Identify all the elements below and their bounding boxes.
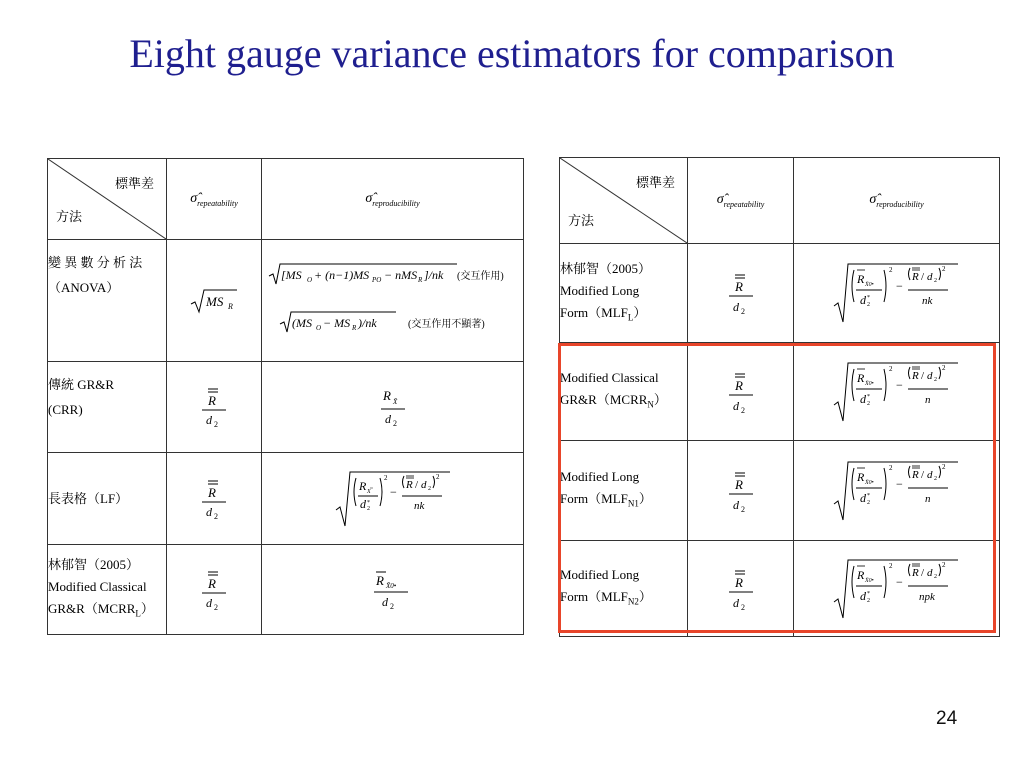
svg-text:R: R	[856, 567, 864, 582]
header-std-dev: 標準差	[635, 175, 675, 190]
svg-text:R: R	[382, 388, 391, 403]
header-std-dev: 標準差	[114, 176, 154, 191]
svg-text:X̿: X̿	[366, 488, 371, 495]
header-repeatability: $\sigmâ_{repeatability}$	[688, 158, 794, 244]
reproducibility-mlf-n2	[794, 541, 1000, 637]
rbar-over-d2-formula	[721, 465, 761, 517]
svg-text:R: R	[405, 478, 413, 491]
corner-header-cell	[560, 158, 688, 244]
reproducibility-mlf-l	[794, 244, 1000, 343]
svg-text:2: 2	[740, 504, 745, 514]
svg-text:npk: npk	[918, 590, 935, 603]
svg-text:PO: PO	[371, 275, 381, 284]
svg-text:(交互作用不顯著): (交互作用不顯著)	[407, 318, 485, 330]
header-row	[48, 159, 524, 240]
svg-text:d: d	[206, 413, 212, 427]
svg-text:R: R	[911, 271, 919, 283]
svg-text:R: R	[734, 279, 743, 294]
svg-text:2: 2	[933, 573, 937, 580]
svg-text:d: d	[420, 478, 426, 491]
svg-text:O: O	[315, 323, 321, 332]
svg-text:nk: nk	[413, 499, 424, 512]
rbar-over-d2-formula	[194, 383, 234, 431]
svg-text:[MS: [MS	[280, 267, 302, 282]
svg-text:d: d	[859, 391, 866, 406]
svg-text:d: d	[859, 293, 866, 307]
reproducibility-mcrr-l	[262, 545, 524, 635]
svg-text:d: d	[732, 497, 739, 512]
rbar-over-d2-formula	[721, 267, 761, 319]
repeatability-lf	[167, 453, 262, 545]
diagonal-divider	[560, 158, 687, 243]
svg-text:)/nk: )/nk	[357, 315, 377, 330]
row-mlf-l	[560, 244, 1000, 343]
sqrt-ms-r-formula	[189, 286, 239, 316]
lf-reproducibility-formula	[334, 468, 452, 530]
svg-text:X̄0•: X̄0•	[385, 581, 396, 590]
header-method: 方法	[56, 209, 83, 224]
corner-header-cell	[48, 159, 167, 240]
repeatability-mcrr-l	[167, 545, 262, 635]
row-crr	[48, 362, 524, 453]
svg-text:X̄0•: X̄0•	[864, 479, 874, 486]
svg-text:nk: nk	[921, 295, 932, 307]
slide-title: Eight gauge variance estimators for comparison	[129, 31, 895, 76]
diagonal-divider	[48, 159, 166, 239]
svg-text:R: R	[208, 484, 216, 500]
svg-text:X̄0•: X̄0•	[864, 577, 874, 584]
svg-text:R: R	[911, 468, 919, 481]
svg-text:− nMS: − nMS	[383, 267, 417, 282]
row-mcrr-n	[560, 343, 1000, 441]
svg-text:R: R	[417, 275, 422, 284]
svg-text:d: d	[381, 594, 388, 609]
svg-text:O: O	[306, 275, 312, 284]
header-method: 方法	[568, 213, 595, 228]
svg-text:2: 2	[933, 376, 937, 383]
svg-text:d: d	[859, 588, 866, 603]
mlf-l-reproducibility-formula	[832, 260, 962, 326]
svg-text:n: n	[924, 492, 930, 505]
rbar-over-d2-formula	[721, 366, 761, 418]
svg-text:R: R	[856, 370, 864, 385]
mlf-n2-reproducibility-formula	[832, 556, 962, 622]
svg-text:*: *	[366, 499, 370, 506]
svg-text:R: R	[856, 272, 864, 286]
svg-text:2: 2	[888, 463, 892, 472]
svg-text:(交互作用): (交互作用)	[456, 270, 504, 282]
svg-text:d: d	[926, 271, 932, 283]
svg-text:2: 2	[740, 307, 745, 316]
repeatability-mlf-l	[688, 244, 794, 343]
row-mlf-n1	[560, 441, 1000, 541]
svg-text:+ (n−1)MS: + (n−1)MS	[313, 267, 369, 282]
row-mcrr-l	[48, 545, 524, 635]
svg-text:2: 2	[866, 499, 870, 506]
svg-text:/: /	[920, 271, 924, 283]
svg-text:d: d	[926, 468, 932, 481]
header-row	[560, 158, 1000, 244]
anova-interaction-formula	[267, 262, 519, 288]
r-xbar-over-d2-formula	[373, 383, 413, 431]
svg-text:−: −	[389, 484, 397, 499]
svg-text:(MS: (MS	[291, 315, 312, 330]
svg-text:−: −	[895, 279, 903, 293]
reproducibility-mlf-n1	[794, 441, 1000, 541]
svg-text:2: 2	[888, 561, 892, 570]
svg-text:R: R	[358, 478, 366, 493]
svg-text:/: /	[920, 369, 924, 382]
svg-text:/: /	[920, 468, 924, 481]
row-mlf-n2	[560, 541, 1000, 637]
svg-text:R: R	[208, 575, 216, 591]
svg-text:2: 2	[888, 266, 892, 274]
right-estimator-table	[559, 157, 1000, 637]
svg-text:−: −	[895, 377, 903, 392]
svg-text:R: R	[856, 469, 864, 484]
svg-text:2: 2	[383, 473, 387, 482]
svg-text:2: 2	[740, 602, 745, 612]
svg-text:X̄0•: X̄0•	[864, 282, 874, 288]
repeatability-crr	[167, 362, 262, 453]
svg-text:R: R	[734, 476, 743, 492]
svg-text:*: *	[866, 590, 870, 597]
svg-text:2: 2	[392, 419, 397, 428]
svg-text:d: d	[732, 595, 739, 610]
svg-text:d: d	[859, 490, 866, 505]
svg-text:R: R	[911, 369, 919, 382]
svg-text:d: d	[926, 566, 932, 579]
svg-text:2: 2	[933, 278, 937, 284]
svg-text:R: R	[351, 323, 356, 332]
svg-text:2: 2	[214, 420, 218, 429]
svg-text:2: 2	[366, 505, 370, 512]
svg-text:d: d	[732, 398, 739, 413]
repeatability-mlf-n1	[688, 441, 794, 541]
svg-text:2: 2	[435, 472, 439, 481]
svg-text:*: *	[866, 492, 870, 499]
svg-text:*: *	[866, 393, 870, 400]
svg-text:2: 2	[214, 602, 218, 612]
rbar-x0-over-d2-formula	[368, 566, 418, 614]
reproducibility-lf	[262, 453, 524, 545]
method-mcrr-n: Modified Classical $GR\&R(MCRR_N)$	[560, 343, 688, 441]
svg-text:d: d	[206, 595, 212, 610]
mlf-n1-reproducibility-formula	[832, 458, 962, 524]
svg-text:2: 2	[941, 560, 945, 569]
row-anova	[48, 240, 524, 362]
svg-text:d: d	[732, 300, 739, 314]
svg-text:X̄: X̄	[392, 398, 397, 406]
rbar-over-d2-formula	[194, 566, 234, 614]
svg-text:X̄0•: X̄0•	[864, 380, 874, 387]
svg-text:R: R	[375, 572, 384, 588]
method-mlf-n1: Modified Long $Form(MLF_{N1})$	[560, 441, 688, 541]
svg-text:2: 2	[888, 364, 892, 373]
svg-text:/: /	[414, 478, 418, 491]
method-mlf-n2: Modified Long $Form(MLF_{N2})$	[560, 541, 688, 637]
svg-text:2: 2	[941, 265, 945, 273]
svg-text:R: R	[734, 574, 743, 590]
anova-no-interaction-formula	[278, 310, 508, 336]
repeatability-mlf-n2	[688, 541, 794, 637]
svg-text:2: 2	[941, 363, 945, 372]
svg-text:−: −	[895, 476, 903, 491]
svg-text:/: /	[920, 566, 924, 579]
method-crr: 傳統 GR&R (CRR)	[48, 362, 167, 453]
rbar-over-d2-formula	[721, 563, 761, 615]
svg-text:R: R	[208, 393, 216, 408]
method-mcrr-l: 林郁智（2005） Modified Classical $GR\&R(MCRR_L)$	[48, 545, 167, 635]
header-reproducibility: $\sigmâ_{reproducibility}$	[794, 158, 1000, 244]
header-reproducibility: $\sigmâ_{reproducibility}$	[262, 159, 524, 240]
svg-text:2: 2	[933, 475, 937, 482]
left-estimator-table	[47, 158, 524, 635]
svg-text:n: n	[924, 393, 930, 406]
svg-text:R: R	[734, 377, 743, 393]
svg-text:2: 2	[866, 597, 870, 604]
repeatability-mcrr-n	[688, 343, 794, 441]
svg-text:d: d	[206, 504, 212, 519]
reproducibility-mcrr-n	[794, 343, 1000, 441]
svg-text:d: d	[384, 412, 391, 426]
page-number: 24	[936, 708, 958, 729]
svg-text:2: 2	[389, 601, 394, 611]
repeatability-anova	[167, 240, 262, 362]
svg-text:MS: MS	[206, 293, 224, 309]
method-lf: 長表格（LF）	[48, 453, 167, 545]
method-anova: 變 異 數 分 析 法（ANOVA）	[48, 240, 167, 362]
svg-text:− MS: − MS	[322, 315, 350, 330]
svg-text:2: 2	[866, 302, 870, 308]
svg-text:R: R	[228, 301, 233, 311]
rbar-over-d2-formula	[194, 475, 234, 523]
svg-text:2: 2	[941, 462, 945, 471]
svg-text:*: *	[866, 295, 870, 301]
svg-text:−: −	[895, 574, 903, 589]
reproducibility-crr	[262, 362, 524, 453]
svg-text:R: R	[911, 566, 919, 579]
mcrr-n-reproducibility-formula	[832, 359, 962, 425]
row-lf	[48, 453, 524, 545]
reproducibility-anova	[262, 240, 524, 362]
svg-text:2: 2	[740, 405, 745, 415]
method-mlf-l: 林郁智（2005） Modified Long $Form(MLF_L)$	[560, 244, 688, 343]
header-repeatability: $\sigmâ_{repeatability}$	[167, 159, 262, 240]
svg-text:2: 2	[427, 485, 431, 492]
svg-text:d: d	[926, 369, 932, 382]
svg-text:]/nk: ]/nk	[423, 267, 443, 282]
svg-text:2: 2	[214, 511, 218, 521]
svg-text:2: 2	[866, 400, 870, 407]
svg-text:d: d	[359, 496, 366, 511]
